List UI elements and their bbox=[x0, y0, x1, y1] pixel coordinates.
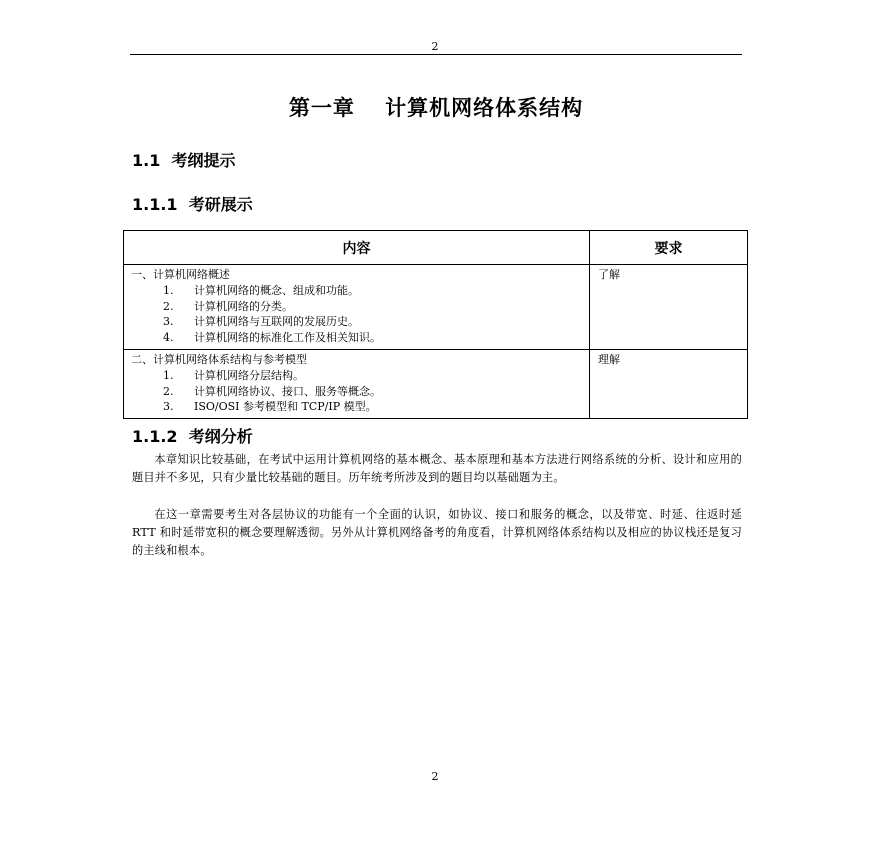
item-number: 3. bbox=[163, 400, 174, 414]
table-row bbox=[124, 265, 748, 350]
section-heading-1-1-1: 1.1.1 考研展示 bbox=[132, 195, 253, 214]
body-paragraph: 在这一章需要考生对各层协议的功能有一个全面的认识，如协议、接口和服务的概念，以及带宽、时延、往返时延 RTT 和时延带宽积的概念要理解透彻。另外从计算机网络备考的角度看，计算机网络体系结构以及相应的协议栈还是复习的主线和根本。 bbox=[132, 508, 742, 557]
footer-page-number: 2 bbox=[431, 770, 439, 783]
requirement-cell: 了解 bbox=[590, 265, 748, 350]
list-item bbox=[131, 399, 584, 415]
requirements-table bbox=[123, 230, 748, 419]
item-text: 计算机网络的标准化工作及相关知识。 bbox=[194, 331, 381, 345]
item-text: 计算机网络分层结构。 bbox=[194, 368, 304, 382]
topic-title: 一、计算机网络概述 bbox=[131, 268, 230, 281]
list-item bbox=[131, 330, 584, 346]
chapter-title: 第一章 计算机网络体系结构 bbox=[288, 96, 584, 120]
column-header-requirement: 要求 bbox=[590, 231, 748, 265]
item-number: 2. bbox=[163, 384, 174, 398]
section-heading-1-1: 1.1 考纲提示 bbox=[132, 151, 236, 170]
section-heading-1-1-2: 1.1.2 考纲分析 bbox=[132, 427, 253, 446]
list-item bbox=[131, 314, 584, 330]
column-header-content: 内容 bbox=[124, 231, 590, 265]
list-item bbox=[131, 368, 584, 384]
content-cell bbox=[124, 265, 590, 350]
item-number: 2. bbox=[163, 299, 174, 313]
item-number: 1. bbox=[163, 283, 174, 297]
list-item bbox=[131, 299, 584, 315]
list-item bbox=[131, 384, 584, 400]
item-text: 计算机网络的概念、组成和功能。 bbox=[194, 283, 359, 297]
item-text: 计算机网络协议、接口、服务等概念。 bbox=[194, 384, 381, 398]
item-number: 4. bbox=[163, 331, 174, 345]
item-text: ISO/OSI 参考模型和 TCP/IP 模型。 bbox=[194, 400, 377, 414]
table-row bbox=[124, 349, 748, 418]
header-rule bbox=[130, 54, 742, 55]
list-item bbox=[131, 283, 584, 299]
content-cell bbox=[124, 349, 590, 418]
table-header-row bbox=[124, 231, 748, 265]
body-paragraph: 本章知识比较基础，在考试中运用计算机网络的基本概念、基本原理和基本方法进行网络系统的分析、设计和应用的题目并不多见，只有少量比较基础的题目。历年统考所涉及到的题目均以基础题为主。 bbox=[132, 453, 742, 484]
item-number: 1. bbox=[163, 368, 174, 382]
header-page-number: 2 bbox=[431, 40, 439, 53]
topic-title: 二、计算机网络体系结构与参考模型 bbox=[131, 352, 307, 366]
item-text: 计算机网络与互联网的发展历史。 bbox=[194, 315, 359, 329]
item-number: 3. bbox=[163, 315, 174, 329]
requirement-cell: 理解 bbox=[590, 349, 748, 418]
item-text: 计算机网络的分类。 bbox=[194, 299, 293, 313]
